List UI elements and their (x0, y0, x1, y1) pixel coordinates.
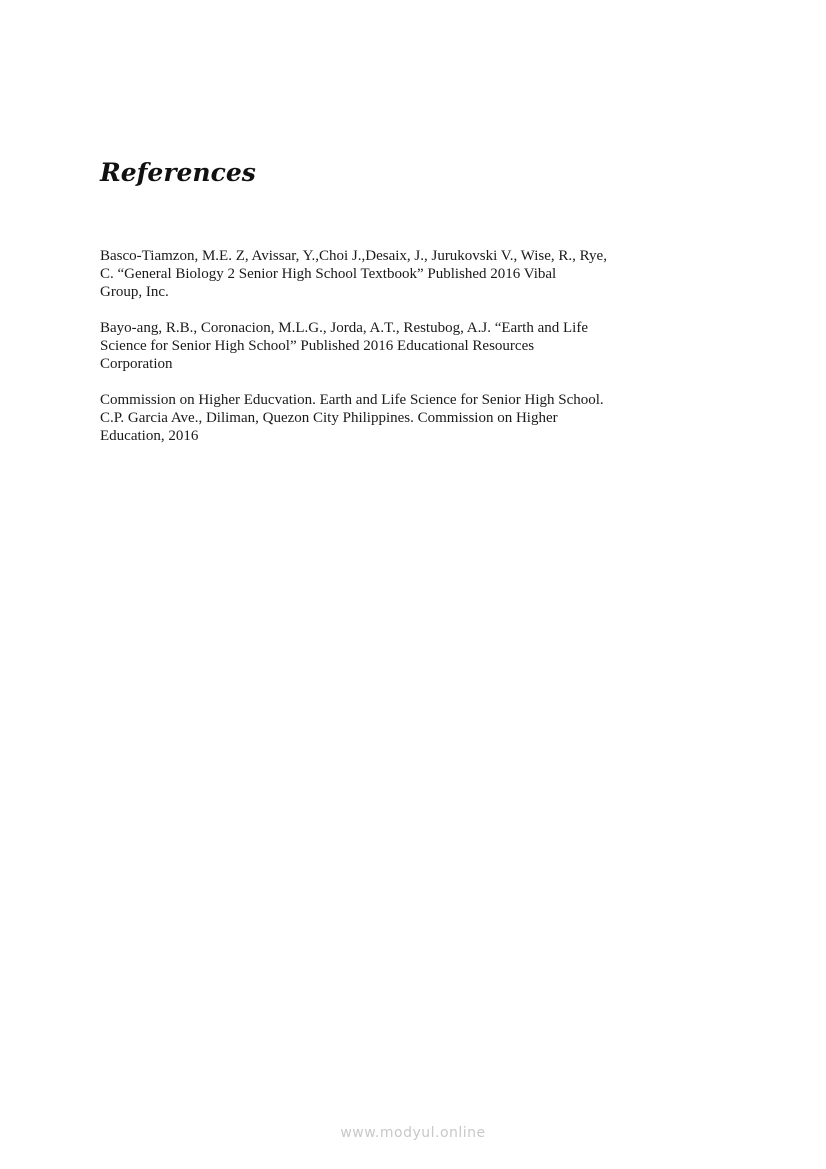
reference-line: C. “General Biology 2 Senior High School Textbook” Published 2016 Vibal (100, 266, 557, 282)
reference-entry (100, 247, 732, 301)
reference-entry (100, 319, 732, 373)
reference-line: Group, Inc. (100, 284, 169, 300)
reference-list (100, 247, 732, 463)
reference-line: C.P. Garcia Ave., Diliman, Quezon City Philippines. Commission on Higher (100, 410, 558, 426)
reference-line: Corporation (100, 356, 173, 372)
reference-line: Commission on Higher Educvation. Earth and Life Science for Senior High School. (100, 392, 604, 408)
reference-line: Education, 2016 (100, 428, 199, 444)
reference-line: Science for Senior High School” Published 2016 Educational Resources (100, 338, 535, 354)
watermark-text: www.modyul.online (340, 1125, 486, 1141)
reference-line: Basco-Tiamzon, M.E. Z, Avissar, Y.,Choi J.,Desaix, J., Jurukovski V., Wise, R., Rye, (100, 248, 607, 264)
page-title: References (100, 158, 256, 187)
reference-entry (100, 391, 732, 445)
reference-line: Bayo-ang, R.B., Coronacion, M.L.G., Jorda, A.T., Restubog, A.J. “Earth and Life (100, 320, 588, 336)
